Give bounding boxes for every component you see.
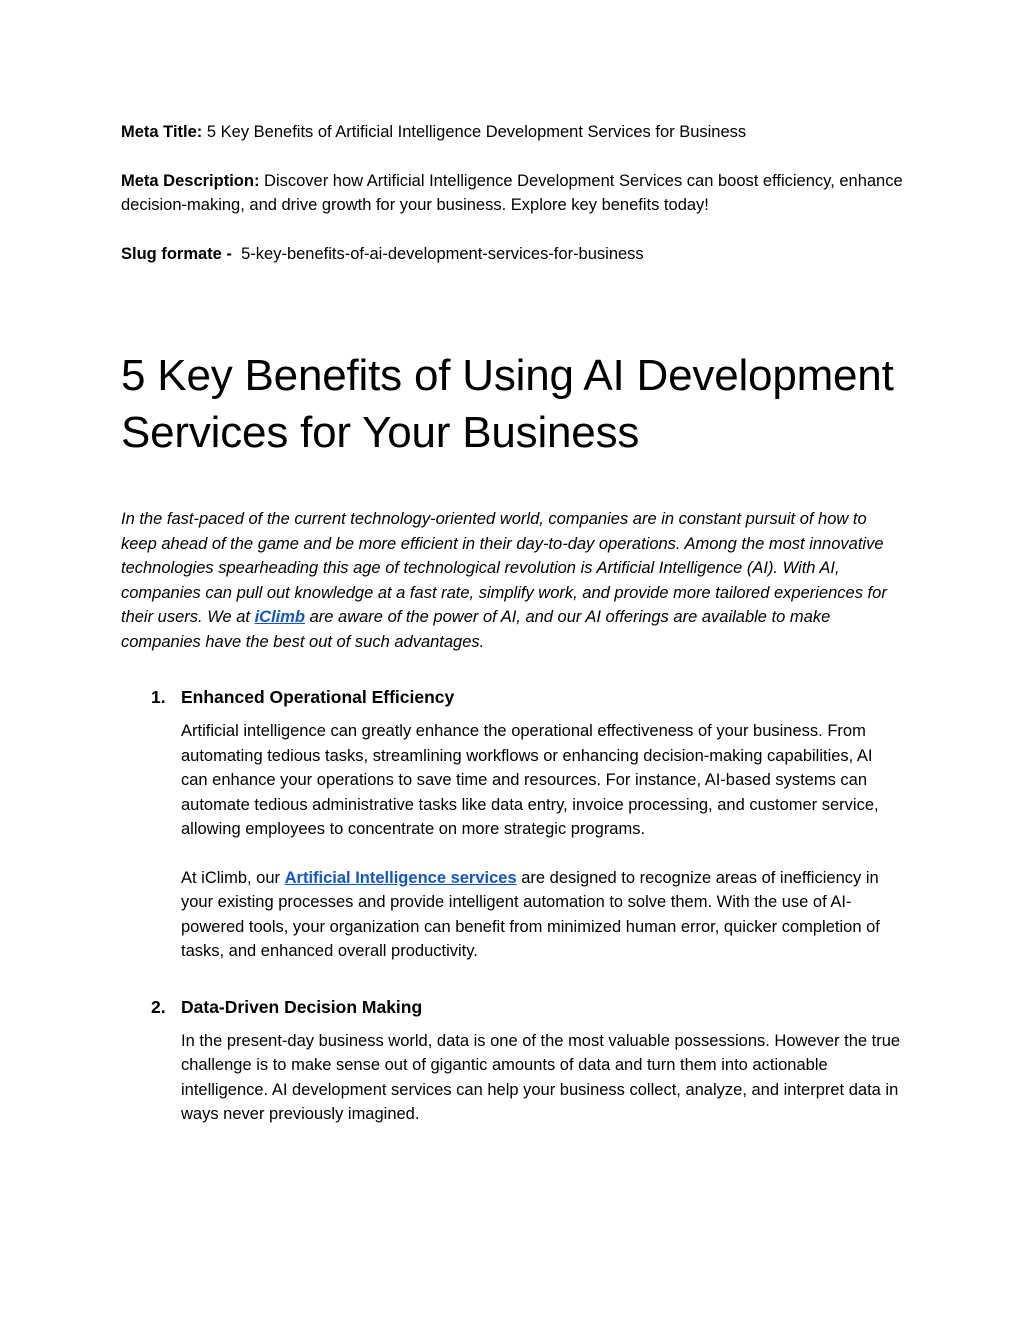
- meta-title-line: [121, 120, 903, 145]
- intro-text-before-link: In the fast-paced of the current technology-oriented world, companies are in constant pursuit of how to keep ahead of the game and be more efficient in their day-to-day operations. Among the most innovative technologies spearheading this age of technological revolution is Artificial Intelligence (AI). With AI, companies can pull out knowledge at a fast rate, simplify work, and provide more tailored experiences for their users. We at: [121, 510, 887, 626]
- document-title: 5 Key Benefits of Using AI Development Services for Your Business: [121, 351, 894, 457]
- slug-label: Slug formate -: [121, 244, 232, 263]
- benefit-item: [121, 994, 903, 1127]
- meta-title-value: 5 Key Benefits of Artificial Intelligence Development Services for Business: [206, 123, 747, 141]
- benefit-paragraph: In the present-day business world, data is one of the most valuable possessions. However the true challenge is to make sense out of gigantic amounts of data and turn them into actionable intelligence. AI development services can help your business collect, analyze, and interpret data in ways never previously imagined.: [181, 1031, 901, 1123]
- benefit-paragraph: Artificial intelligence can greatly enhance the operational effectiveness of your business. From automating tedious tasks, streamlining workflows or enhancing decision-making capabilities, AI can enhance your operations to save time and resources. For instance, AI-based systems can automate tedious administrative tasks like data entry, invoice processing, and customer service, allowing employees to concentrate on more strategic programs.: [181, 722, 879, 838]
- ai-services-link[interactable]: Artificial Intelligence services: [284, 868, 517, 887]
- intro-text-after-link: are aware of the power of AI, and our AI offerings are available to make companies have the best out of such advantages.: [121, 608, 831, 651]
- meta-description-label: Meta Description:: [121, 171, 260, 190]
- benefit-heading: Data-Driven Decision Making: [181, 996, 423, 1017]
- iclimb-link[interactable]: iClimb: [254, 608, 306, 626]
- meta-title-label: Meta Title:: [121, 123, 203, 141]
- benefits-list: [121, 684, 903, 1127]
- slug-line: [121, 242, 903, 267]
- meta-description-line: [121, 169, 903, 218]
- benefit-paragraph: [181, 866, 903, 964]
- benefit-item: [121, 684, 903, 964]
- benefit-number: 1.: [151, 687, 166, 707]
- slug-value: 5-key-benefits-of-ai-development-services-for-business: [241, 244, 644, 263]
- benefit-number: 2.: [151, 996, 166, 1017]
- benefit-text-before-link: At iClimb, our: [181, 868, 281, 887]
- intro-paragraph: [121, 507, 903, 654]
- meta-description-value: Discover how Artificial Intelligence Development Services can boost efficiency, enhance decision-making, and drive growth for your business. Explore key benefits today!: [121, 171, 903, 214]
- benefit-text-after-link: are designed to recognize areas of inefficiency in your existing processes and provide intelligent automation to solve them. With the use of AI-powered tools, your organization can benefit from minimized human error, quicker completion of tasks, and enhanced overall productivity.: [181, 868, 880, 960]
- benefit-heading: Enhanced Operational Efficiency: [181, 687, 455, 707]
